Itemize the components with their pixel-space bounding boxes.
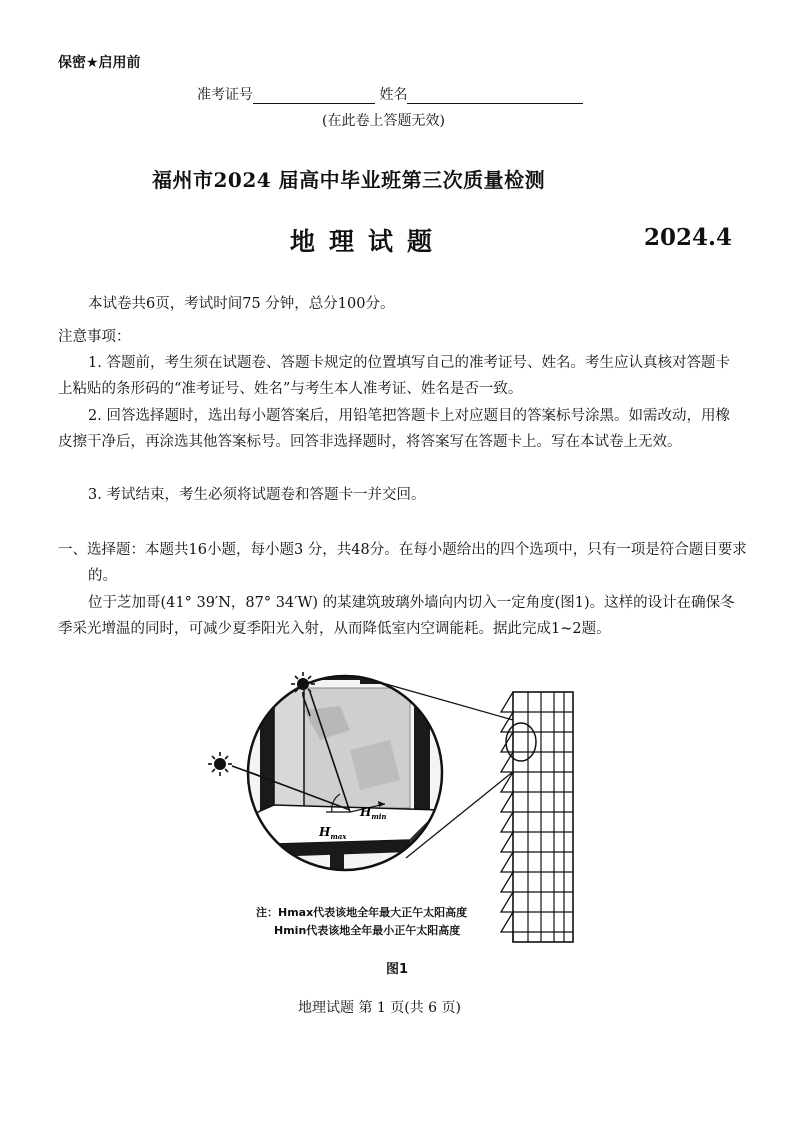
subject-title: 地理试题 [290, 227, 447, 256]
question-stem: 位于芝加哥(41° 39′N，87° 34′W) 的某建筑玻璃外墙向内切入一定角度(图1)。这样的设计在确保冬季采光增温的同时，可减少夏季阳光入射，从而降低室内空调能耗。据此完成1~2题。 [58, 595, 735, 637]
notice-item: 3. 考试结束，考生必须将试题卷和答题卡一并交回。 [88, 487, 426, 503]
exam-date: 2024.4 [644, 224, 733, 251]
confidential-label: 保密★启用前 [58, 55, 141, 71]
candidate-id-label: 准考证号 [197, 87, 253, 103]
invalid-note: (在此卷上答题无效) [322, 113, 445, 129]
candidate-id-blank [253, 88, 375, 104]
sun-icon [208, 752, 232, 776]
notice-item: 2. 回答选择题时，选出每小题答案后，用铅笔把答题卡上对应题目的答案标号涂黑。如需改动，用橡皮擦干净后，再涂选其他答案标号。回答非选择题时，将答案写在答题卡上。写在本试卷上无效。 [58, 408, 730, 450]
figure-caption: 图1 [386, 962, 409, 977]
building-facade [501, 692, 573, 942]
name-label: 姓名 [379, 87, 408, 103]
exam-title: 福州市2024 届高中毕业班第三次质量检测 [152, 168, 546, 192]
magnified-wall [230, 670, 460, 892]
notice-title: 注意事项： [58, 329, 131, 345]
page-footer: 地理试题 第 1 页(共 6 页) [298, 1000, 461, 1016]
candidate-info-line [197, 84, 583, 104]
name-blank [407, 88, 583, 104]
figure-note-line: 注：Hmax代表该地全年最大正午太阳高度 [256, 906, 468, 919]
exam-intro: 本试卷共6页，考试时间75 分钟，总分100分。 [88, 296, 395, 312]
notice-item: 1. 答题前，考生须在试题卷、答题卡规定的位置填写自己的准考证号、姓名。考生应认真核对答题卡上粘贴的条形码的“准考证号、姓名”与考生本人准考证、姓名是否一致。 [58, 355, 730, 397]
figure-note [256, 904, 467, 940]
section-heading: 一、选择题：本题共16小题，每小题3 分，共48分。在每小题给出的四个选项中，只有一项是符合题目要求的。 [58, 542, 747, 584]
figure-note-line: Hmin代表该地全年最小正午太阳高度 [274, 924, 461, 937]
hmin-label: $H_{min}$ [360, 805, 387, 821]
hmax-label: $H_{max}$ [319, 825, 347, 841]
